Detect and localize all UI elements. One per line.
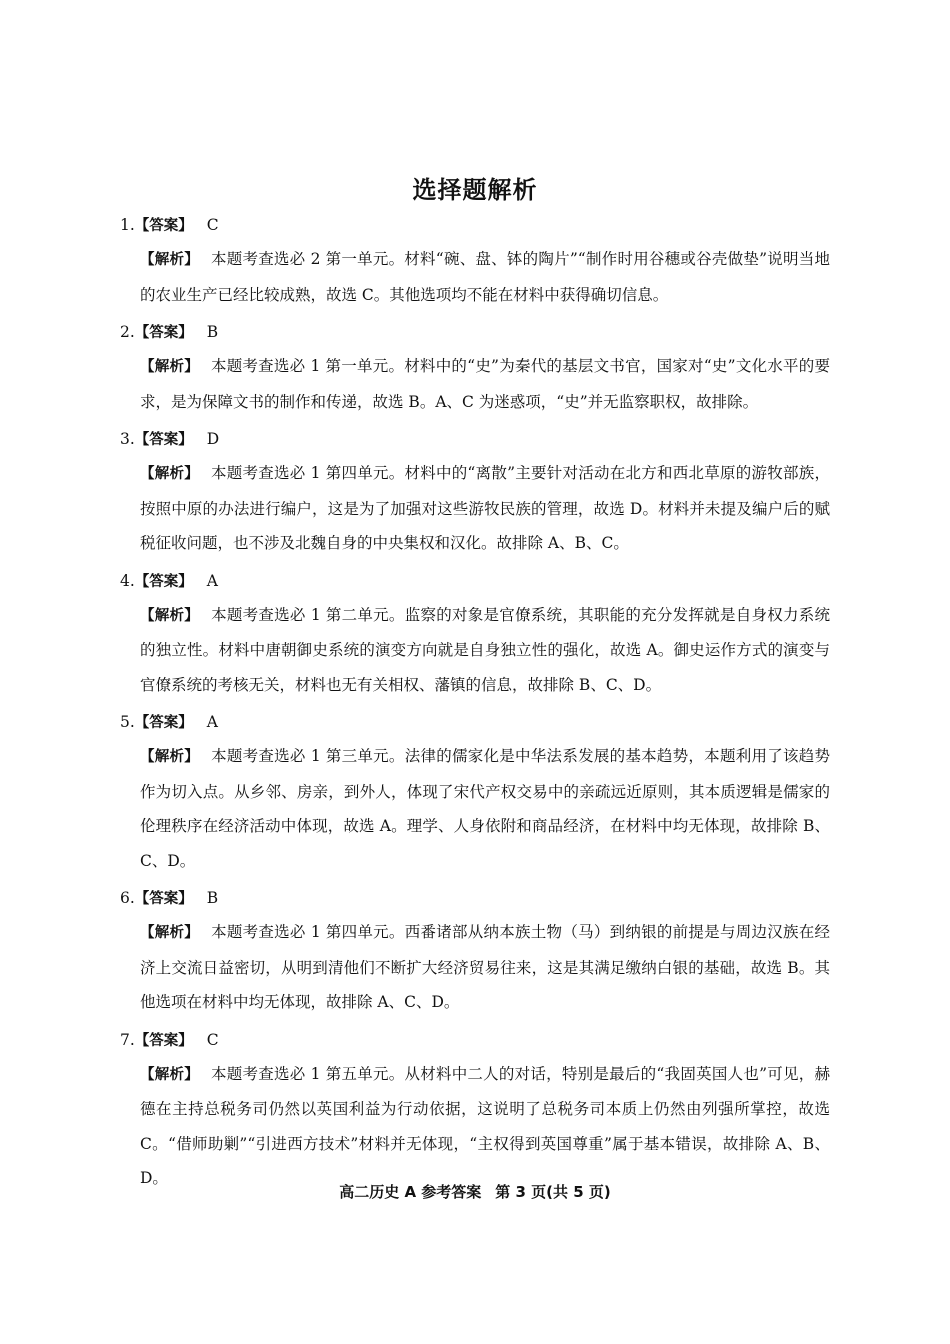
- answer-line: [0, 881, 950, 915]
- answer-line: [0, 422, 950, 456]
- footer-subject: 高二历史 A 参考答案: [339, 1183, 482, 1201]
- question-item: [0, 315, 950, 419]
- explanation: [140, 1057, 830, 1196]
- question-number: 7.: [120, 1030, 135, 1049]
- answer-tag: 【答案】: [134, 432, 193, 448]
- question-list: [0, 208, 950, 1199]
- question-item: [0, 564, 950, 703]
- explanation: [140, 915, 830, 1020]
- answer-line: [0, 705, 950, 739]
- question-number: 2.: [120, 323, 135, 341]
- explanation: [140, 349, 830, 419]
- explain-tag: 【解析】: [140, 359, 199, 375]
- explanation-text: 本题考查选必 1 第三单元。法律的儒家化是中华法系发展的基本趋势，本题利用了该趋势作为切入点。从乡邻、房亲，到外人，体现了宋代产权交易中的亲疏远近原则，其本质逻辑是儒家的伦理秩序在经济活动中体现，故选 A。理学、人身依附和商品经济，在材料中均无体现，故排除 B、C、D。: [140, 747, 831, 870]
- answer-value: A: [206, 571, 218, 590]
- explanation-text: 本题考查选必 1 第二单元。监察的对象是官僚系统，其职能的充分发挥就是自身权力系统的独立性。材料中唐朝御史系统的演变方向就是自身独立性的强化，故选 A。御史运作方式的演变与官僚系统的考核无关，材料也无有关相权、藩镇的信息，故排除 B、C、D。: [140, 605, 831, 694]
- answer-value: C: [206, 1030, 219, 1049]
- question-item: [0, 208, 950, 312]
- question-number: 3.: [120, 430, 135, 448]
- explanation-text: 本题考查选必 1 第四单元。材料中的“离散”主要针对活动在北方和西北草原的游牧部族，按照中原的办法进行编户，这是为了加强对这些游牧民族的管理，故选 D。材料并未提及编户后的赋税征收问题，也不涉及北魏自身的中央集权和汉化。故排除 A、B、C。: [140, 464, 830, 552]
- answer-tag: 【答案】: [134, 715, 193, 731]
- answer-tag: 【答案】: [134, 891, 193, 907]
- question-number: 4.: [120, 571, 135, 590]
- explain-tag: 【解析】: [140, 1066, 199, 1083]
- answer-value: B: [206, 323, 219, 341]
- explanation: [140, 242, 830, 312]
- footer-page-number: 第 3 页(共 5 页): [495, 1183, 611, 1201]
- explanation: [140, 739, 830, 878]
- explain-tag: 【解析】: [140, 466, 199, 482]
- answer-value: D: [206, 430, 220, 448]
- explanation: [140, 456, 830, 561]
- question-item: [0, 422, 950, 561]
- page-title: 选择题解析: [412, 176, 538, 204]
- explain-tag: 【解析】: [140, 749, 200, 765]
- question-item: [0, 705, 950, 878]
- answer-tag: 【答案】: [134, 1032, 193, 1049]
- explain-tag: 【解析】: [140, 607, 200, 624]
- answer-value: B: [206, 889, 219, 907]
- question-number: 1.: [120, 216, 135, 234]
- explanation-text: 本题考查选必 1 第五单元。从材料中二人的对话，特别是最后的“我固英国人也”可见，赫德在主持总税务司仍然以英国利益为行动依据，这说明了总税务司本质上仍然由列强所掌控，故选 C。“借师助剿”“引进西方技术”材料并无体现，“主权得到英国尊重”属于基本错误，故排除 A、B、D。: [140, 1064, 830, 1187]
- question-item: [0, 881, 950, 1020]
- answer-line: [0, 1023, 950, 1057]
- answer-line: [0, 564, 950, 598]
- question-number: 5.: [120, 713, 135, 731]
- answer-line: [0, 315, 950, 349]
- answer-value: A: [206, 713, 218, 731]
- question-number: 6.: [120, 889, 135, 907]
- explanation-text: 本题考查选必 2 第一单元。材料“碗、盘、钵的陶片”“制作时用谷穗或谷壳做垫”说明当地的农业生产已经比较成熟，故选 C。其他选项均不能在材料中获得确切信息。: [140, 250, 830, 304]
- explain-tag: 【解析】: [140, 252, 199, 268]
- answer-line: [0, 208, 950, 242]
- explanation: [140, 598, 830, 703]
- question-item: [0, 1023, 950, 1196]
- page-footer: [0, 1181, 950, 1202]
- answer-tag: 【答案】: [134, 325, 193, 341]
- explanation-text: 本题考查选必 1 第一单元。材料中的“史”为秦代的基层文书官，国家对“史”文化水平的要求，是为保障文书的制作和传递，故选 B。A、C 为迷惑项，“史”并无监察职权，故排除。: [140, 357, 831, 411]
- explain-tag: 【解析】: [140, 925, 200, 941]
- explanation-text: 本题考查选必 1 第四单元。西番诸部从纳本族土物（马）到纳银的前提是与周边汉族在经济上交流日益密切，从明到清他们不断扩大经济贸易往来，这是其满足缴纳白银的基础，故选 B。其他选项在材料中均无体现，故排除 A、C、D。: [140, 923, 831, 1011]
- answer-tag: 【答案】: [134, 573, 193, 590]
- answer-tag: 【答案】: [134, 218, 193, 234]
- answer-value: C: [206, 216, 219, 234]
